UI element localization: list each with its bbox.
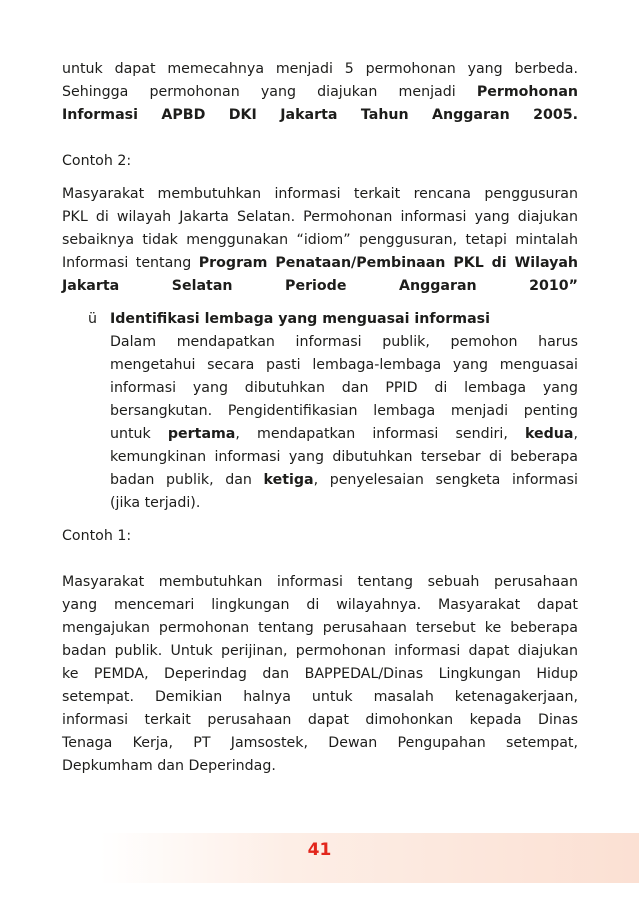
heading-contoh-1: Contoh 1: [62, 528, 132, 544]
text-line [110, 354, 578, 377]
text-span: sebaiknya tidak menggunakan “idiom” penggusuran, tetapi mintalah [62, 232, 578, 248]
text-span: ke PEMDA, Deperindag dan BAPPEDAL/Dinas Lingkungan Hidup [62, 666, 578, 682]
bold-text: Informasi APBD DKI Jakarta Tahun Anggaran 2005. [62, 107, 578, 123]
text-line [110, 377, 578, 400]
text-line [62, 229, 578, 252]
text-span: mengetahui secara pasti lembaga-lembaga yang menguasai [110, 357, 578, 373]
text-span: mengajukan permohonan tentang perusahaan tersebut ke beberapa [62, 620, 578, 636]
text-line [62, 275, 578, 298]
bold-text: Permohonan [476, 84, 578, 100]
text-span: yang mencemari lingkungan di wilayahnya. Masyarakat dapat [62, 597, 578, 613]
text-line [62, 686, 578, 709]
text-span: Tenaga Kerja, PT Jamsostek, Dewan Pengupahan setempat, [62, 735, 578, 751]
text-line [62, 252, 578, 275]
text-line [62, 732, 578, 755]
text-span: (jika terjadi). [110, 495, 201, 511]
bold-text: Jakarta Selatan Periode Anggaran 2010” [62, 278, 578, 294]
text-span: informasi yang dibutuhkan dan PPID di lembaga yang [110, 380, 578, 396]
text-line [62, 640, 578, 663]
text-span: badan publik, dan [110, 472, 264, 488]
bullet-body [110, 331, 578, 515]
text-line [62, 58, 578, 81]
text-line [62, 617, 578, 640]
bold-text: kedua [524, 426, 574, 442]
text-line [110, 446, 578, 469]
text-span: , [573, 426, 578, 442]
text-line [110, 331, 578, 354]
paragraph-intro [62, 58, 578, 127]
text-line [110, 400, 578, 423]
bold-text: pertama [167, 426, 236, 442]
text-line [62, 81, 578, 104]
text-line [62, 104, 578, 127]
text-line [110, 469, 578, 492]
text-line [62, 183, 578, 206]
text-span: , mendapatkan informasi sendiri, [235, 426, 525, 442]
heading-contoh-2: Contoh 2: [62, 153, 132, 169]
text-span: Informasi tentang [62, 255, 199, 271]
text-line [62, 755, 578, 778]
text-line [62, 206, 578, 229]
text-span: badan publik. Untuk perijinan, permohonan informasi dapat diajukan [62, 643, 578, 659]
text-span: Sehingga permohonan yang diajukan menjadi [62, 84, 477, 100]
text-line [110, 423, 578, 446]
paragraph-contoh-2 [62, 183, 578, 298]
text-span: untuk [110, 426, 168, 442]
page-number: 41 [307, 840, 332, 860]
bold-text: Program Penataan/Pembinaan PKL di Wilayah [198, 255, 579, 271]
text-span: informasi terkait perusahaan dapat dimohonkan kepada Dinas [62, 712, 578, 728]
text-span: Depkumham dan Deperindag. [62, 758, 276, 774]
checkmark-bullet-icon: ü [88, 311, 97, 327]
text-line [62, 663, 578, 686]
text-span: untuk dapat memecahnya menjadi 5 permohonan yang berbeda. [62, 61, 578, 77]
text-span: bersangkutan. Pengidentifikasian lembaga menjadi penting [110, 403, 578, 419]
text-line [110, 492, 578, 515]
text-line [62, 594, 578, 617]
text-span: kemungkinan informasi yang dibutuhkan tersebar di beberapa [110, 449, 578, 465]
text-line [62, 709, 578, 732]
text-span: setempat. Demikian halnya untuk masalah ketenagakerjaan, [62, 689, 578, 705]
bold-text: ketiga [263, 472, 314, 488]
paragraph-contoh-1 [62, 571, 578, 778]
bullet-item [62, 308, 578, 515]
page-content [62, 58, 578, 778]
text-line [62, 571, 578, 594]
text-span: PKL di wilayah Jakarta Selatan. Permohonan informasi yang diajukan [62, 209, 578, 225]
bullet-title: Identifikasi lembaga yang menguasai informasi [110, 311, 490, 327]
text-span: , penyelesaian sengketa informasi [313, 472, 578, 488]
text-span: Dalam mendapatkan informasi publik, pemohon harus [110, 334, 578, 350]
text-span: Masyarakat membutuhkan informasi tentang sebuah perusahaan [62, 574, 578, 590]
text-span: Masyarakat membutuhkan informasi terkait rencana penggusuran [62, 186, 578, 202]
